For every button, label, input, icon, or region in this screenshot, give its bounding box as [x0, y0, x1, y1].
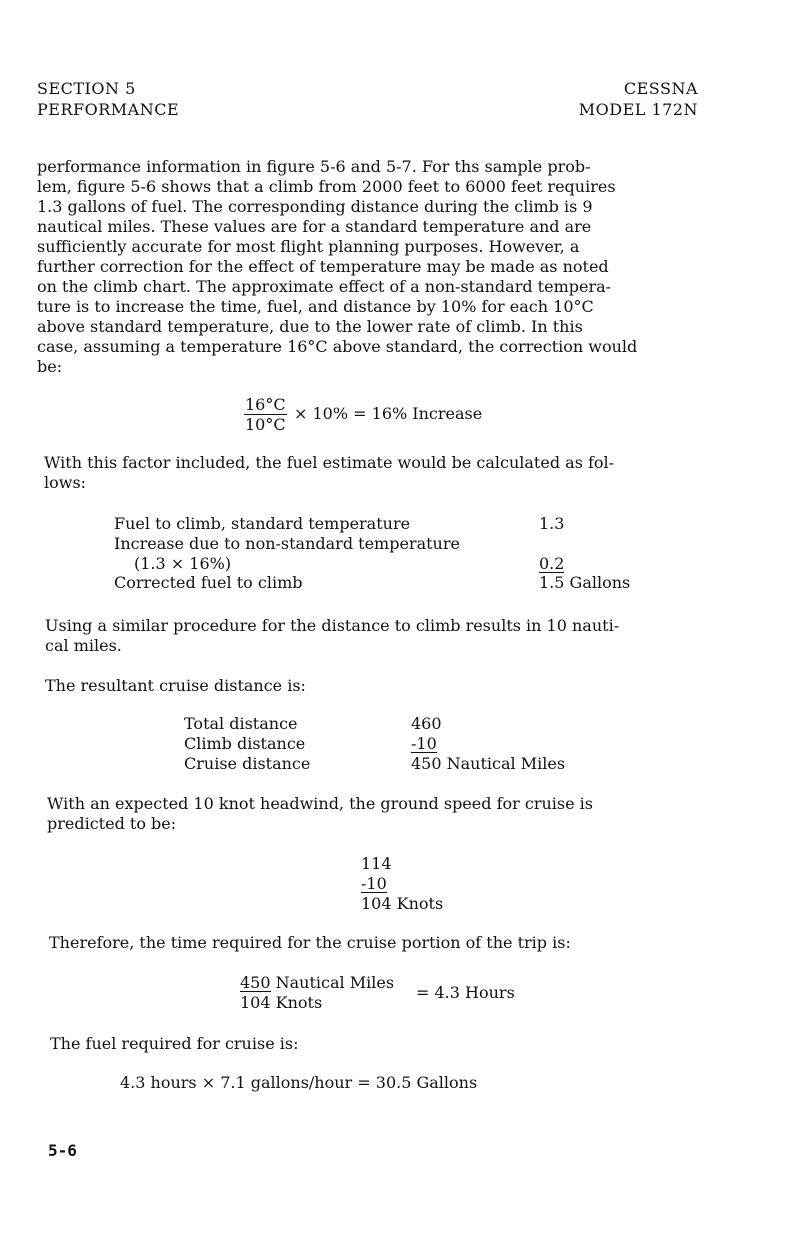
- cruise-intro: The resultant cruise distance is:: [45, 676, 306, 695]
- fuel-row-label: Fuel to climb, standard temperature: [114, 514, 411, 533]
- text-line: With this factor included, the fuel estimate would be calculated as fol-: [44, 453, 615, 472]
- text-line: predicted to be:: [47, 814, 177, 833]
- factor-paragraph: [44, 453, 724, 493]
- text-line: 1.3 gallons of fuel. The corresponding distance during the climb is 9: [37, 197, 593, 216]
- cruise-row-value: -10: [411, 734, 437, 753]
- temp-formula-result: × 10% = 16% Increase: [294, 404, 483, 423]
- temp-formula-denominator: 10°C: [245, 415, 286, 434]
- cruise-row-value: 460: [411, 714, 442, 733]
- fuel-row-value: 1.3: [539, 514, 565, 533]
- text-line: With an expected 10 knot headwind, the ground speed for cruise is: [47, 794, 593, 813]
- fuel-row-label: Corrected fuel to climb: [114, 573, 303, 592]
- text-line: Using a similar procedure for the distance to climb results in 10 nauti-: [45, 616, 620, 635]
- fuel-row-value: 1.5 Gallons: [539, 573, 631, 592]
- cruise-row-label: Cruise distance: [184, 754, 311, 773]
- fuel-row-label: (1.3 × 16%): [134, 554, 232, 573]
- text-line: above standard temperature, due to the lower rate of climb. In this: [37, 317, 583, 336]
- speed-calc-result: 104 Knots: [361, 894, 444, 913]
- cruise-row-label: Climb distance: [184, 734, 306, 753]
- text-line: ture is to increase the time, fuel, and distance by 10% for each 10°C: [37, 297, 594, 316]
- fuel-row-value: 0.2: [539, 554, 565, 573]
- fuel-formula: 4.3 hours × 7.1 gallons/hour = 30.5 Gallons: [120, 1073, 478, 1092]
- text-line: lows:: [44, 473, 87, 492]
- model-label: MODEL 172N: [578, 100, 698, 119]
- speed-calc-line: 114: [361, 854, 392, 873]
- section-label: SECTION 5: [37, 79, 136, 98]
- headwind-paragraph: [47, 794, 727, 834]
- cruise-row-label: Total distance: [184, 714, 298, 733]
- time-formula-result: = 4.3 Hours: [416, 983, 515, 1002]
- time-formula-denominator: 104 Knots: [240, 993, 323, 1012]
- text-line: on the climb chart. The approximate effect of a non-standard tempera-: [37, 277, 612, 296]
- page-number: 5-6: [48, 1141, 77, 1160]
- speed-calc-line: -10: [361, 874, 387, 893]
- intro-paragraph: [37, 157, 717, 377]
- time-intro: Therefore, the time required for the cruise portion of the trip is:: [49, 933, 571, 952]
- text-line: cal miles.: [45, 636, 122, 655]
- brand-label: CESSNA: [623, 79, 698, 98]
- text-line: performance information in figure 5-6 and 5-7. For ths sample prob-: [37, 157, 591, 176]
- time-formula-numerator: 450 Nautical Miles: [240, 973, 395, 992]
- fuel-row-label: Increase due to non-standard temperature: [114, 534, 460, 553]
- cruise-row-value: 450 Nautical Miles: [411, 754, 566, 773]
- text-line: lem, figure 5-6 shows that a climb from 2000 feet to 6000 feet requires: [37, 177, 616, 196]
- text-line: be:: [37, 357, 63, 376]
- text-line: case, assuming a temperature 16°C above standard, the correction would: [37, 337, 638, 356]
- text-line: further correction for the effect of temperature may be made as noted: [37, 257, 609, 276]
- text-line: nautical miles. These values are for a standard temperature and are: [37, 217, 592, 236]
- text-line: sufficiently accurate for most flight planning purposes. However, a: [37, 237, 580, 256]
- temp-formula-numerator: 16°C: [245, 395, 286, 414]
- distance-paragraph: [45, 616, 725, 656]
- fuel-intro: The fuel required for cruise is:: [50, 1034, 299, 1053]
- chapter-title: PERFORMANCE: [37, 100, 180, 119]
